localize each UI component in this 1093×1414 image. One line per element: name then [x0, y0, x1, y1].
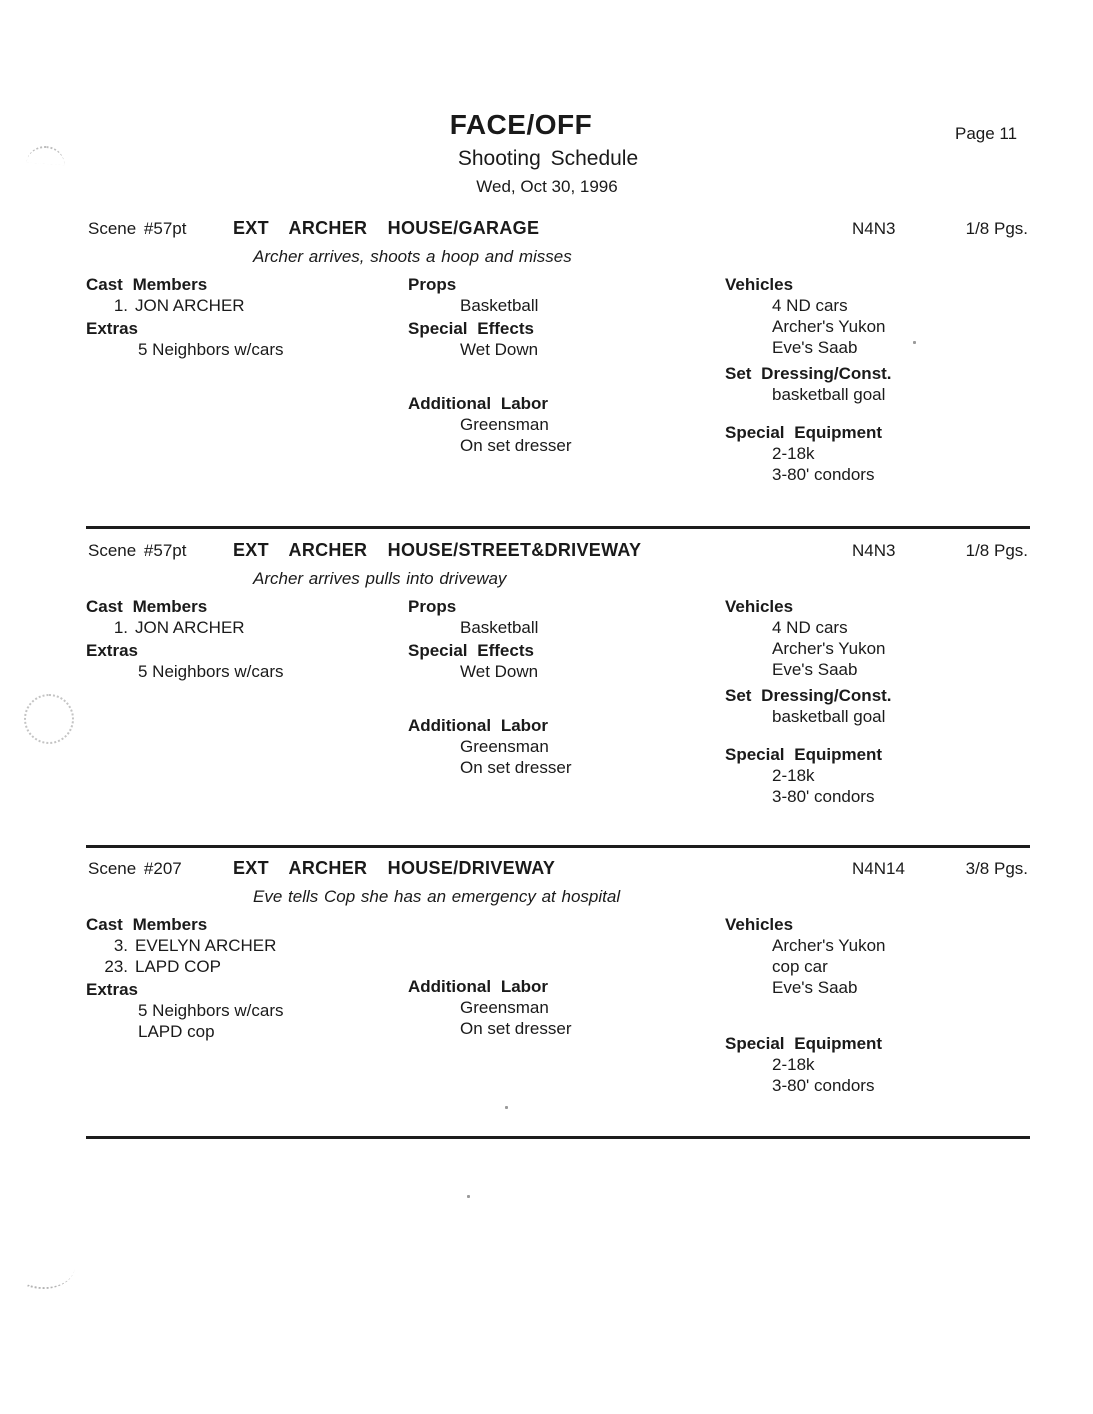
scene-column-right — [725, 274, 1030, 485]
section-heading: Special Equipment — [725, 745, 883, 764]
scene-block-3 — [86, 848, 1030, 1136]
scene-column-middle — [408, 596, 725, 807]
schedule-item: 2-18k — [772, 766, 815, 785]
section-extras — [86, 318, 408, 360]
section-additional-labor — [408, 715, 725, 778]
scene-column-left — [86, 274, 408, 485]
pencil-mark-bottom-left — [27, 1259, 75, 1296]
cast-name: JON ARCHER — [135, 618, 245, 637]
scene-content — [86, 914, 1030, 1096]
schedule-item: Eve's Saab — [772, 338, 858, 357]
schedule-item: On set dresser — [460, 1019, 572, 1038]
section-heading: Vehicles — [725, 275, 794, 294]
section-props — [408, 274, 725, 316]
scene-block-2 — [86, 529, 1030, 845]
schedule-item: Archer's Yukon — [772, 639, 886, 658]
document-header — [86, 0, 1030, 197]
section-special-equipment — [725, 1033, 1030, 1096]
scene-page-count: 1/8 Pgs. — [965, 219, 1028, 238]
section-heading: Additional Labor — [408, 394, 549, 413]
section-special-equipment — [725, 422, 1030, 485]
schedule-item: basketball goal — [772, 707, 886, 726]
scene-list — [86, 218, 1030, 1139]
schedule-item: Greensman — [460, 998, 549, 1017]
scene-column-right — [725, 596, 1030, 807]
scene-number-label: Scene #57pt — [88, 219, 187, 238]
schedule-item: 4 ND cars — [772, 618, 848, 637]
scene-column-left — [86, 914, 408, 1096]
scene-number-label: Scene #57pt — [88, 541, 187, 560]
cast-name: LAPD COP — [135, 957, 221, 976]
cast-name: EVELYN ARCHER — [135, 936, 277, 955]
schedule-item: Archer's Yukon — [772, 317, 886, 336]
scene-column-middle — [408, 274, 725, 485]
schedule-item: Basketball — [460, 618, 539, 637]
scene-day-night-code: N4N3 — [852, 541, 896, 560]
schedule-item: 4 ND cars — [772, 296, 848, 315]
section-props — [408, 596, 725, 638]
cast-number: 1. — [113, 618, 128, 637]
hole-punch-mark — [24, 694, 74, 744]
schedule-item: Basketball — [460, 296, 539, 315]
cast-number: 3. — [113, 936, 128, 955]
schedule-item — [86, 935, 408, 956]
schedule-item: basketball goal — [772, 385, 886, 404]
scene-set-heading: EXT ARCHER HOUSE/DRIVEWAY — [233, 858, 556, 878]
schedule-item — [86, 956, 408, 977]
cast-name: JON ARCHER — [135, 296, 245, 315]
scene-header-row — [86, 218, 1030, 240]
section-heading: Vehicles — [725, 597, 794, 616]
scene-set-heading: EXT ARCHER HOUSE/GARAGE — [233, 218, 540, 238]
scene-day-night-code: N4N3 — [852, 219, 896, 238]
scene-page-count: 3/8 Pgs. — [965, 859, 1028, 878]
section-set-dressing-const — [725, 363, 1030, 405]
cast-number: 23. — [104, 957, 128, 976]
scene-description: Archer arrives, shoots a hoop and misses — [253, 247, 572, 266]
cast-number: 1. — [113, 296, 128, 315]
scene-number-label: Scene #207 — [88, 859, 182, 878]
schedule-item: 2-18k — [772, 444, 815, 463]
section-extras — [86, 979, 408, 1042]
section-heading: Props — [408, 275, 457, 294]
schedule-item: 5 Neighbors w/cars — [138, 340, 284, 359]
section-extras — [86, 640, 408, 682]
section-vehicles — [725, 914, 1030, 998]
section-heading: Vehicles — [725, 915, 794, 934]
schedule-item: Greensman — [460, 415, 549, 434]
section-heading: Extras — [86, 319, 138, 338]
schedule-item: On set dresser — [460, 436, 572, 455]
schedule-date: Wed, Oct 30, 1996 — [476, 177, 618, 196]
scene-header-row — [86, 858, 1030, 880]
section-heading: Special Equipment — [725, 1034, 883, 1053]
section-heading: Cast Members — [86, 597, 208, 616]
schedule-item: 5 Neighbors w/cars — [138, 1001, 284, 1020]
section-heading: Additional Labor — [408, 977, 549, 996]
scene-description: Eve tells Cop she has an emergency at hospital — [253, 887, 621, 906]
scene-separator — [86, 1136, 1030, 1139]
section-cast-members — [86, 274, 408, 316]
schedule-item: On set dresser — [460, 758, 572, 777]
schedule-item: Archer's Yukon — [772, 936, 886, 955]
schedule-item: 3-80' condors — [772, 1076, 875, 1095]
section-special-effects — [408, 318, 725, 360]
section-vehicles — [725, 274, 1030, 358]
section-heading: Special Effects — [408, 641, 534, 660]
section-heading: Additional Labor — [408, 716, 549, 735]
scene-column-middle — [408, 914, 725, 1096]
section-heading: Special Effects — [408, 319, 534, 338]
section-heading: Special Equipment — [725, 423, 883, 442]
schedule-item: 2-18k — [772, 1055, 815, 1074]
section-cast-members — [86, 596, 408, 638]
schedule-item: cop car — [772, 957, 828, 976]
schedule-item: Wet Down — [460, 340, 539, 359]
document-subtitle: Shooting Schedule — [457, 147, 639, 170]
page-number: Page 11 — [955, 124, 1018, 143]
scene-block-1 — [86, 218, 1030, 526]
scene-column-right — [725, 914, 1030, 1096]
scene-content — [86, 274, 1030, 485]
schedule-item: Eve's Saab — [772, 978, 858, 997]
section-heading: Extras — [86, 980, 138, 999]
section-cast-members — [86, 914, 408, 977]
section-heading: Props — [408, 597, 457, 616]
scene-day-night-code: N4N14 — [852, 859, 905, 878]
section-vehicles — [725, 596, 1030, 680]
schedule-item — [86, 295, 408, 316]
scene-header-row — [86, 540, 1030, 562]
scene-description: Archer arrives pulls into driveway — [253, 569, 507, 588]
schedule-item: 5 Neighbors w/cars — [138, 662, 284, 681]
document-title: FACE/OFF — [449, 109, 593, 140]
schedule-item — [86, 617, 408, 638]
section-heading: Cast Members — [86, 915, 208, 934]
scan-speck — [467, 1195, 470, 1198]
scene-content — [86, 596, 1030, 807]
section-additional-labor — [408, 976, 725, 1039]
section-set-dressing-const — [725, 685, 1030, 727]
schedule-item: 3-80' condors — [772, 787, 875, 806]
section-special-effects — [408, 640, 725, 682]
section-heading: Extras — [86, 641, 138, 660]
section-additional-labor — [408, 393, 725, 456]
section-heading: Set Dressing/Const. — [725, 686, 892, 705]
section-special-equipment — [725, 744, 1030, 807]
scene-column-left — [86, 596, 408, 807]
schedule-item: Eve's Saab — [772, 660, 858, 679]
schedule-item: 3-80' condors — [772, 465, 875, 484]
schedule-item: Wet Down — [460, 662, 539, 681]
section-heading: Cast Members — [86, 275, 208, 294]
scene-set-heading: EXT ARCHER HOUSE/STREET&DRIVEWAY — [233, 540, 642, 560]
pencil-mark-top-left — [26, 145, 65, 166]
schedule-item: LAPD cop — [138, 1022, 215, 1041]
schedule-item: Greensman — [460, 737, 549, 756]
section-heading: Set Dressing/Const. — [725, 364, 892, 383]
scene-page-count: 1/8 Pgs. — [965, 541, 1028, 560]
